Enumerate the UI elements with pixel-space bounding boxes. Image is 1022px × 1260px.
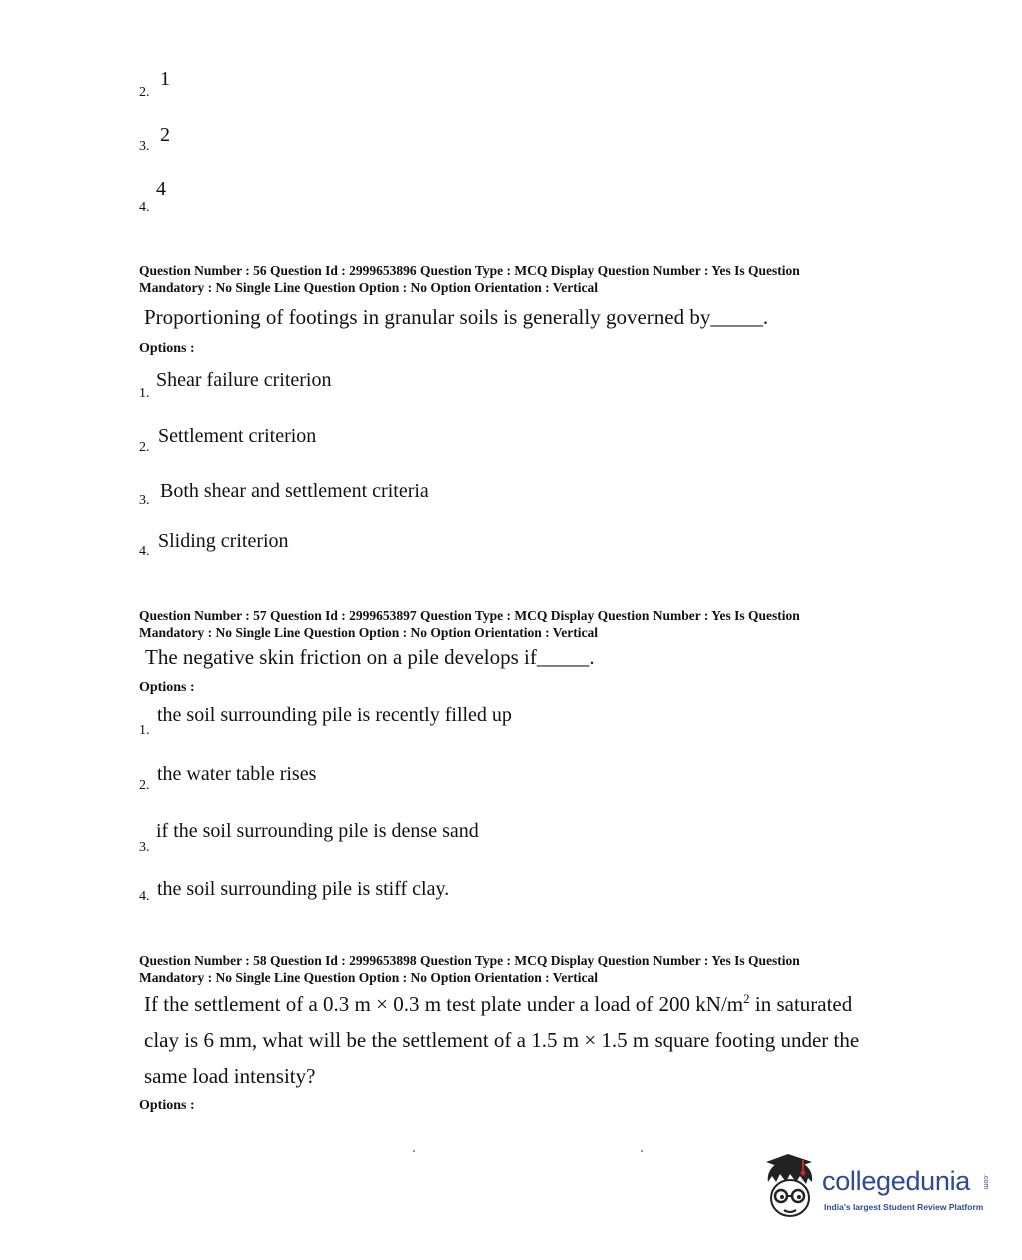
question-meta-line: Mandatory : No Single Line Question Option : No Option Orientation : Vertical — [139, 625, 599, 640]
option-text: if the soil surrounding pile is dense sand — [156, 820, 479, 842]
option-number: 1. — [139, 386, 150, 401]
option-number: 2. — [139, 440, 150, 455]
logo-tagline: India's largest Student Review Platform — [824, 1202, 984, 1212]
option-text: Sliding criterion — [158, 530, 289, 552]
question-meta-line: Question Number : 56 Question Id : 2999653896 Question Type : MCQ Display Question Number : Yes Is Question — [139, 263, 800, 278]
scan-speck — [413, 1150, 415, 1152]
option-number: 3. — [139, 139, 150, 154]
scan-speck — [641, 1150, 643, 1152]
stem-text: If the settlement of a 0.3 m × 0.3 m test plate under a load of 200 kN/m — [144, 992, 744, 1016]
logo-wordmark: collegedunia — [822, 1166, 971, 1196]
option-number: 3. — [139, 493, 150, 508]
question-stem: The negative skin friction on a pile develops if_____. — [145, 645, 595, 669]
option-number: 3. — [139, 840, 150, 855]
collegedunia-logo — [762, 1152, 992, 1224]
stem-text: in saturated — [749, 992, 853, 1016]
option-value: 2 — [160, 124, 170, 146]
option-number: 2. — [139, 85, 150, 100]
question-meta — [139, 607, 879, 641]
question-meta-line: Question Number : 57 Question Id : 2999653897 Question Type : MCQ Display Question Number : Yes Is Question — [139, 608, 800, 623]
option-value: 4 — [156, 178, 166, 200]
options-label: Options : — [139, 1098, 195, 1113]
logo-suffix: .com — [982, 1174, 989, 1190]
options-label: Options : — [139, 341, 195, 356]
option-text: the water table rises — [157, 763, 317, 785]
option-number: 1. — [139, 723, 150, 738]
stem-superscript: 2 — [743, 991, 750, 1006]
question-meta-line: Mandatory : No Single Line Question Option : No Option Orientation : Vertical — [139, 970, 599, 985]
question-meta — [139, 952, 879, 986]
option-number: 4. — [139, 200, 150, 215]
option-number: 4. — [139, 889, 150, 904]
question-meta-line: Mandatory : No Single Line Question Option : No Option Orientation : Vertical — [139, 280, 599, 295]
option-text: Both shear and settlement criteria — [160, 480, 429, 502]
option-number: 4. — [139, 544, 150, 559]
options-label: Options : — [139, 680, 195, 695]
question-meta-line: Question Number : 58 Question Id : 2999653898 Question Type : MCQ Display Question Number : Yes Is Question — [139, 953, 800, 968]
question-stem: Proportioning of footings in granular soils is generally governed by_____. — [144, 305, 769, 329]
option-text: the soil surrounding pile is recently filled up — [157, 704, 512, 726]
option-text: Shear failure criterion — [156, 369, 332, 391]
option-number: 2. — [139, 778, 150, 793]
option-value: 1 — [160, 68, 170, 90]
question-stem-line: clay is 6 mm, what will be the settlement of a 1.5 m × 1.5 m square footing under the — [144, 1028, 860, 1052]
option-text: the soil surrounding pile is stiff clay. — [157, 878, 450, 900]
question-meta — [139, 262, 879, 296]
question-stem-line: same load intensity? — [144, 1064, 316, 1088]
option-text: Settlement criterion — [158, 425, 317, 447]
question-stem-line — [144, 991, 852, 1017]
mascot-icon — [762, 1152, 822, 1224]
